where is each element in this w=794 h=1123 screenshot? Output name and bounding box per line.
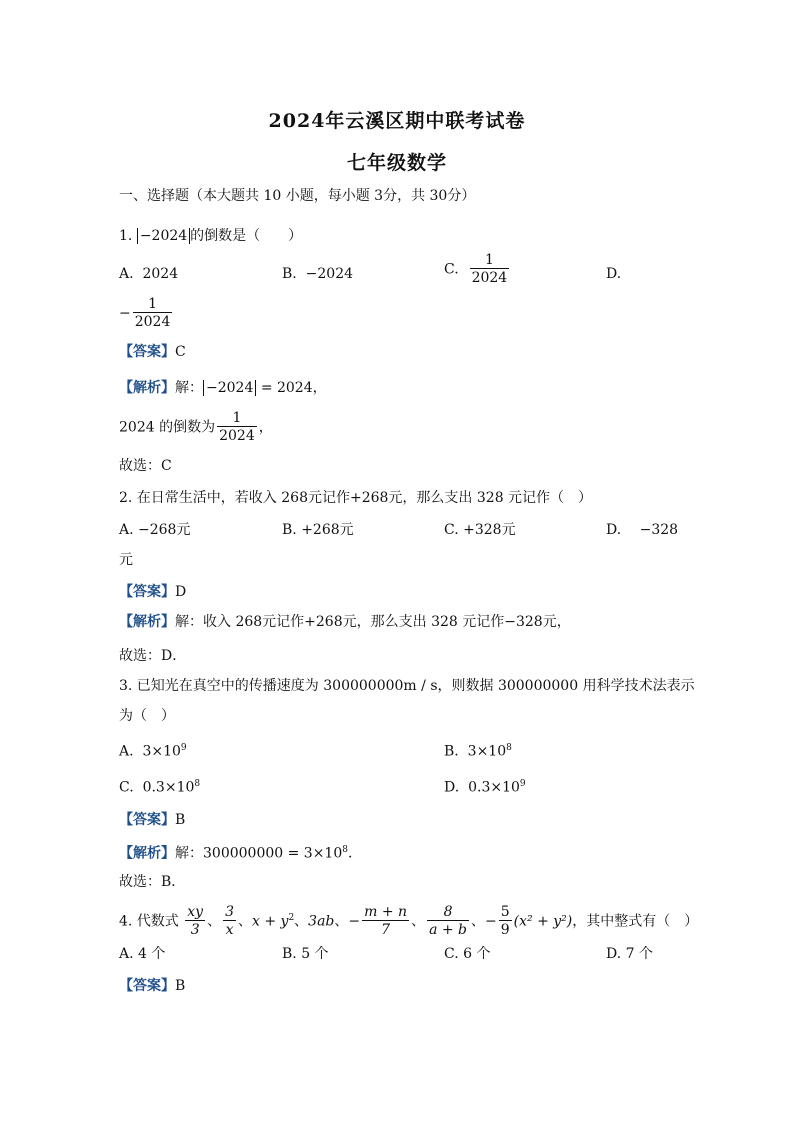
q2-analysis: 【解析】解：收入 268元记作+268元，那么支出 328 元记作−328元， xyxy=(119,614,571,630)
q1-option-c: C. $\frac{1}{2024}$ xyxy=(444,252,508,286)
question-3-stem-cont: 为（ ） xyxy=(119,708,175,724)
q4-option-b: B. 5 个 xyxy=(282,946,329,962)
exam-subtitle: 七年级数学 xyxy=(346,152,447,174)
q4-option-d: D. 7 个 xyxy=(606,946,653,962)
q1-option-d: D. xyxy=(606,266,622,282)
q1-choose: 故选：C xyxy=(119,458,172,474)
q2-choose: 故选：D． xyxy=(119,648,187,664)
q3-option-d: D. $0.3\times 10^9$ xyxy=(444,779,526,796)
q2-option-a: A. −268元 xyxy=(119,522,191,538)
q4-answer: 【答案】B xyxy=(119,978,186,994)
q3-analysis: 【解析】解：$300000000 = 3\times 10^8$． xyxy=(119,845,362,862)
q1-answer: 【答案】C xyxy=(119,344,186,360)
q3-answer: 【答案】B xyxy=(119,812,186,828)
q1-option-a: A. 2024 xyxy=(119,266,179,282)
q2-option-d: D. −328 xyxy=(606,522,679,538)
q2-option-b: B. +268元 xyxy=(282,522,354,538)
q1-option-d-value: − $\frac{1}{2024}$ xyxy=(119,296,171,330)
q1-number: 1. xyxy=(119,228,133,244)
question-1-stem xyxy=(119,226,302,246)
exam-title: 2024年云溪区期中联考试卷 xyxy=(268,110,526,132)
question-2-stem: 2. 在日常生活中，若收入 268元记作+268元，那么支出 328 元记作（ ） xyxy=(119,490,593,506)
q3-choose: 故选：B． xyxy=(119,874,186,890)
q3-option-a: A. $3\times 10^9$ xyxy=(119,743,187,760)
q2-option-c: C. +328元 xyxy=(444,522,516,538)
q4-option-a: A. 4 个 xyxy=(119,946,166,962)
q1-stem-text: 的倒数是（ ） xyxy=(190,228,303,244)
q2-answer: 【答案】D xyxy=(119,584,187,600)
q1-option-c-fraction: $\frac{1}{2024}$ xyxy=(471,252,508,286)
q1-absolute-value: −2024 xyxy=(137,228,190,244)
question-4-stem: 4. 代数式 $\frac{xy}{3}$ 、 $\frac{3}{x}$ 、$x + y^2$、3ab、− $\frac{m + n}{7}$ 、 $\frac{8}{a + b}$ 、− $\frac{5}{9}$ (x² + y²)，其中整式有（ ） xyxy=(119,904,699,938)
q1-option-b: B. −2024 xyxy=(282,266,354,282)
q3-option-b: B. $3\times 10^8$ xyxy=(444,743,512,760)
q3-option-c: C. $0.3\times 10^8$ xyxy=(119,779,201,796)
section-heading: 一、选择题（本大题共 10 小题，每小题 3分，共 30分） xyxy=(119,188,476,204)
q4-option-c: C. 6 个 xyxy=(444,946,491,962)
question-3-stem: 3. 已知光在真空中的传播速度为 300000000m / s，则数据 300000000 用科学技术法表示 xyxy=(119,678,695,694)
q1-analysis: 【解析】解： −2024 = 2024， xyxy=(119,380,327,396)
q1-analysis-line2: 2024 的倒数为 $\frac{1}{2024}$ ， xyxy=(119,410,273,444)
q2-option-d-cont: 元 xyxy=(119,552,133,568)
